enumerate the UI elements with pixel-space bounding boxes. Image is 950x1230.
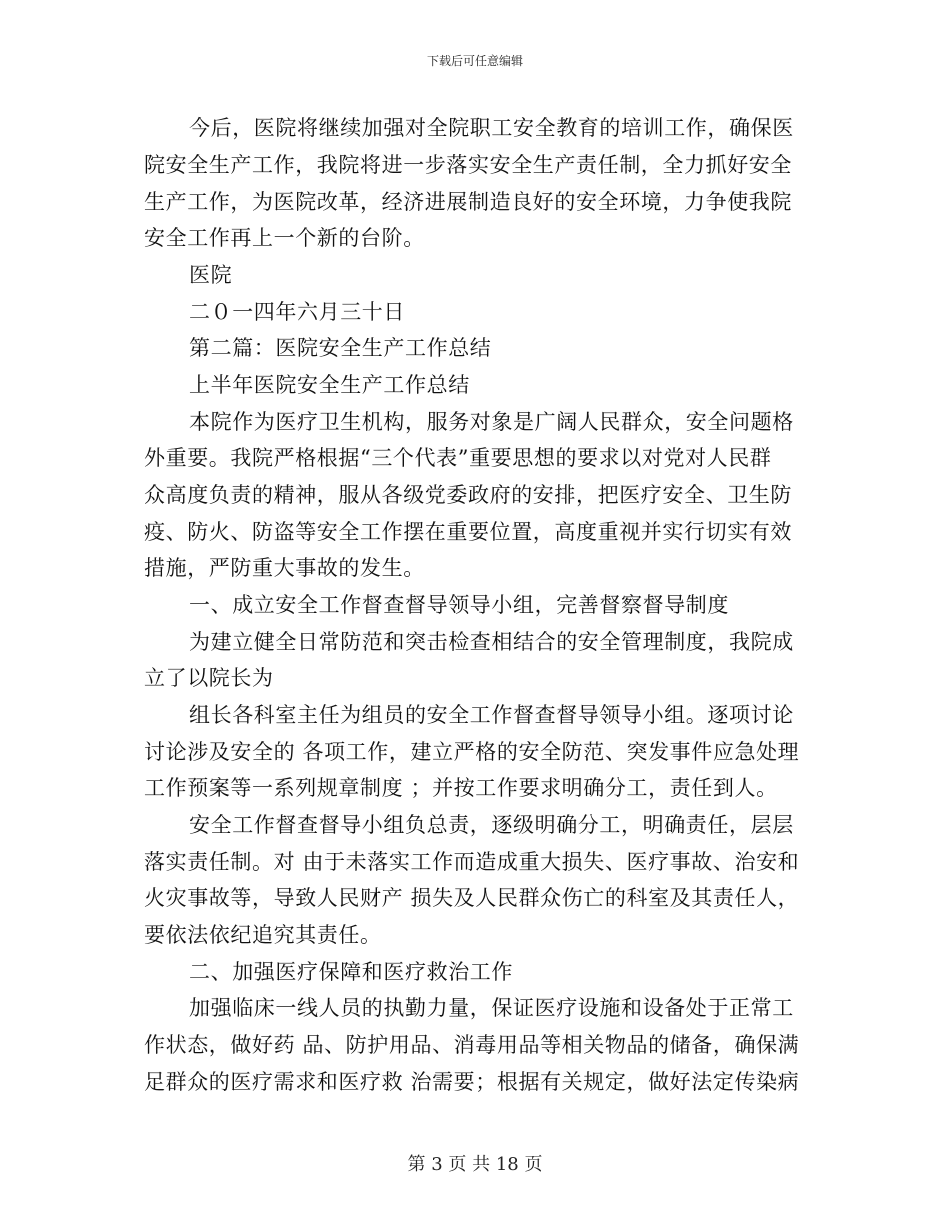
paragraph-line: 安全工作再上一个新的台阶。 <box>144 226 425 250</box>
paragraph-line: 组长各科室主任为组员的安全工作督查督导领导小组。逐项讨论 <box>189 703 794 727</box>
paragraph-line: 要依法依纪追究其责任。 <box>144 923 382 947</box>
paragraph-line: 措施，严防重大事故的发生。 <box>144 556 425 580</box>
page-header: 下载后可任意编辑 <box>426 54 523 68</box>
page-footer: 第 3 页 共 18 页 <box>407 1154 543 1175</box>
paragraph-line: 二０一四年六月三十日 <box>189 300 405 324</box>
paragraph-line: 今后，医院将继续加强对全院职工安全教育的培训工作，确保医 <box>189 116 794 140</box>
paragraph-line: 本院作为医疗卫生机构，服务对象是广阔人民群众，安全问题格 <box>189 410 794 434</box>
paragraph-line: 第二篇：医院安全生产工作总结 <box>189 336 492 360</box>
paragraph-line: 疫、防火、防盗等安全工作摆在重要位置，高度重视并实行切实有效 <box>144 520 792 544</box>
paragraph-line: 足群众的医疗需求和医疗救 治需要；根据有关规定，做好法定传染病 <box>144 1070 800 1094</box>
paragraph-line: 生产工作，为医院改革，经济进展制造良好的安全环境，力争使我院 <box>144 190 792 214</box>
paragraph-line: 作状态，做好药 品、防护用品、消毒用品等相关物品的储备，确保满 <box>144 1033 800 1057</box>
paragraph-line: 上半年医院安全生产工作总结 <box>189 373 470 397</box>
paragraph-line: 火灾事故等，导致人民财产 损失及人民群众伤亡的科室及其责任人， <box>144 886 800 910</box>
paragraph-line: 一、成立安全工作督查督导领导小组，完善督察督导制度 <box>189 593 729 617</box>
paragraph-line: 医院 <box>189 263 233 287</box>
paragraph-line: 院安全生产工作，我院将进一步落实安全生产责任制，全力抓好安全 <box>144 153 792 177</box>
paragraph-line: 为建立健全日常防范和突击检查相结合的安全管理制度，我院成 <box>189 630 794 654</box>
paragraph-line: 众高度负责的精神，服从各级党委政府的安排，把医疗安全、卫生防 <box>144 483 792 507</box>
paragraph-line: 讨论涉及安全的 各项工作，建立严格的安全防范、突发事件应急处理 <box>144 740 800 764</box>
paragraph-line: 外重要。我院严格根据“三个代表”重要思想的要求以对党对人民群 <box>144 446 772 470</box>
paragraph-line: 立了以院长为 <box>144 666 274 690</box>
paragraph-line: 二、加强医疗保障和医疗救治工作 <box>189 960 513 984</box>
paragraph-line: 工作预案等一系列规章制度 ；并按工作要求明确分工，责任到人。 <box>144 776 778 800</box>
paragraph-line: 安全工作督查督导小组负总责，逐级明确分工，明确责任，层层 <box>189 813 794 837</box>
paragraph-line: 加强临床一线人员的执勤力量，保证医疗设施和设备处于正常工 <box>189 996 794 1020</box>
paragraph-line: 落实责任制。对 由于未落实工作而造成重大损失、医疗事故、治安和 <box>144 850 800 874</box>
